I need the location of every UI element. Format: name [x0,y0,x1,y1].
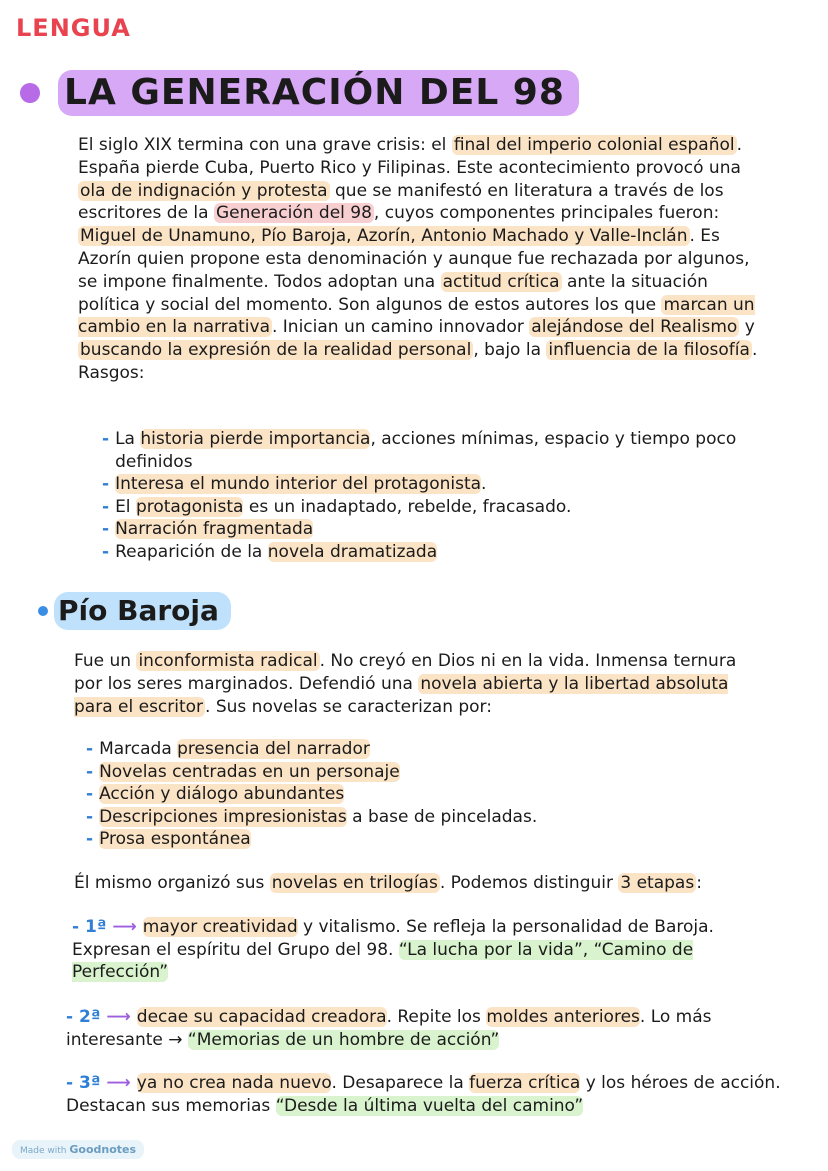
goodnotes-badge: Made with Goodnotes [12,1140,144,1159]
trilogias-paragraph: Él mismo organizó sus novelas en trilogías . Podemos distinguir 3 etapas : [74,873,702,893]
heading-pio-baroja: Pío Baroja [54,592,231,630]
list-item: - Marcada presencia del narrador [86,739,370,759]
list-item: - Acción y diálogo abundantes [86,784,345,804]
rasgos-list [102,428,762,563]
etapa-2: - 2ª ⟶ decae su capacidad creadora. Repite los moldes anteriores. Lo más interesante → “Memorias de un hombre de acción” [66,1007,712,1050]
etapa-1: - 1ª ⟶ mayor creatividad y vitalismo. Se refleja la personalidad de Baroja. Expresan el espíritu del Grupo del 98. “La lucha por la vida”, “Camino de Perfección” [72,917,714,983]
list-item: - Prosa espontánea [86,829,251,849]
list-item: - La historia pierde importancia, acciones mínimas, espacio y tiempo poco definidos [102,429,737,472]
blue-bullet-icon [38,606,48,616]
heading-generacion-98: LA GENERACIÓN DEL 98 [58,70,579,116]
etapa-3: - 3ª ⟶ ya no crea nada nuevo. Desaparece la fuerza crítica y los héroes de acción. Destacan sus memorias “Desde la última vuelta del camino” [66,1073,781,1116]
list-item: - Interesa el mundo interior del protagonista. [102,474,487,494]
list-item: - Novelas centradas en un personaje [86,761,400,782]
list-item: - El protagonista es un inadaptado, rebelde, fracasado. [102,496,572,517]
subject-title: LENGUA [16,14,131,42]
list-item: - Descripciones impresionistas a base de pinceladas. [86,806,538,827]
intro-paragraph: El siglo XIX termina con una grave crisis: el final del imperio colonial español . España pierde Cuba, Puerto Rico y Filipinas. Este acontecimiento provocó una ola de indignación y protesta que se manifestó en literatura a través de los escritores de la Generación del 98 , cuyos componentes principales fueron: Miguel de Unamuno, Pío Baroja, Azorín, Antonio Machado y Valle-Inclán . Es Azorín quien propone esta denominación y aunque fue rechazada por algunos, se impone finalmente. Todos adoptan una actitud crítica ante la situación política y social del momento. Son algunos de estos autores los que marcan un cambio en la narrativa . Inician un camino innovador alejándose del Realismo y buscando la expresión de la realidad personal , bajo la influencia de la filosofía . Rasgos: [78,135,758,383]
arrow-icon: ⟶ [106,1007,131,1027]
section-heading-baroja [38,592,231,630]
section-heading-generacion [20,70,579,116]
arrow-icon: ⟶ [106,1073,131,1093]
purple-bullet-icon [20,83,40,103]
baroja-paragraph: Fue un inconformista radical . No creyó en Dios ni en la vida. Inmensa ternura por los seres marginados. Defendió una novela abierta y la libertad absoluta para el escritor . Sus novelas se caracterizan por: [74,651,737,717]
list-item: - Reaparición de la novela dramatizada [102,541,438,562]
novelas-list [86,738,746,851]
list-item: - Narración fragmentada [102,519,314,539]
arrow-icon: ⟶ [112,917,137,937]
